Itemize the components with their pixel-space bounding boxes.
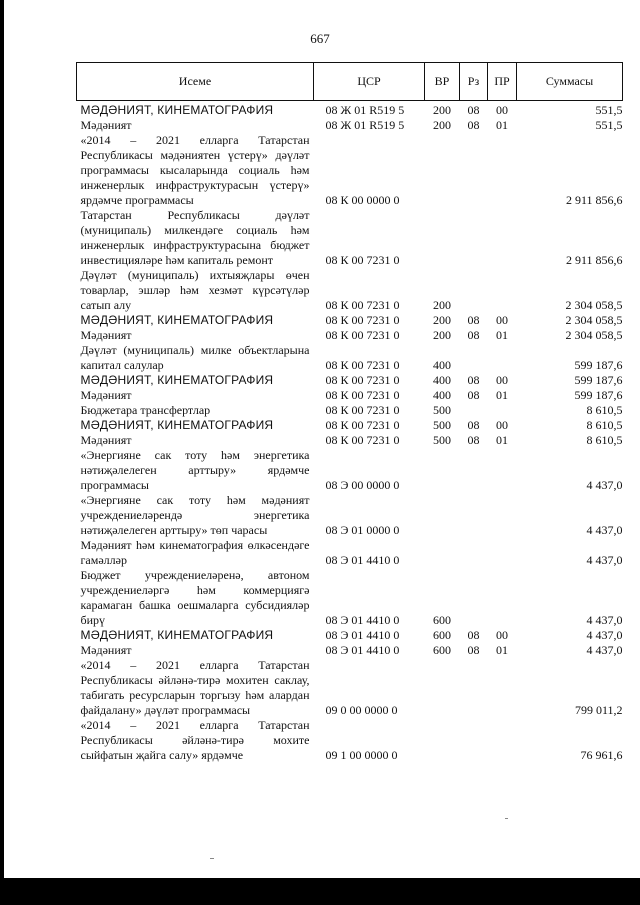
row-rz: 08	[467, 373, 480, 387]
table-row	[77, 718, 623, 763]
row-sum: 76 961,6	[580, 748, 623, 762]
row-name: Мәдәният	[80, 433, 132, 447]
row-name: Татарстан Республикасы дәүләт (муниципаль) милкендәге социаль һәм инженерлык инфраструктурасына бюджет инвестицияләре һәм капиталь ремонт	[80, 208, 310, 267]
row-csr: 08 Э 01 4410 0	[325, 613, 400, 627]
row-rz: 08	[467, 418, 480, 432]
table-row	[77, 448, 623, 493]
row-vr: 600	[433, 643, 451, 657]
row-rz: 08	[467, 313, 480, 327]
row-name: Мәдәният	[80, 328, 132, 342]
row-vr: 200	[433, 103, 451, 117]
table-row	[77, 343, 623, 373]
row-pr	[488, 268, 517, 313]
row-vr: 400	[433, 388, 451, 402]
row-csr: 08 К 00 7231 0	[325, 418, 400, 432]
table-row	[77, 373, 623, 388]
scan-bottom-edge	[0, 878, 640, 905]
table-row	[77, 313, 623, 328]
row-csr: 08 К 00 7231 0	[325, 298, 400, 312]
header-csr: ЦСР	[314, 63, 425, 101]
row-pr: 01	[496, 433, 508, 447]
row-vr: 200	[433, 298, 451, 312]
row-vr: 400	[433, 358, 451, 372]
row-name: Мәдәният	[80, 643, 132, 657]
row-sum: 2 304 058,5	[565, 298, 623, 312]
row-csr: 08 К 00 0000 0	[325, 193, 400, 207]
row-rz	[460, 718, 488, 763]
row-csr: 08 Ж 01 R519 5	[325, 118, 405, 132]
row-vr: 500	[433, 403, 451, 417]
row-name: Бюджет учреждениеләренә, автоном учреждениеләргә һәм коммерциягә карамаган башка оешмаларга субсидияләр бирү	[80, 568, 310, 627]
row-sum: 799 011,2	[574, 703, 623, 717]
table-body	[77, 101, 623, 764]
row-sum: 4 437,0	[586, 553, 623, 567]
header-rz: Рз	[460, 63, 488, 101]
row-rz	[460, 208, 488, 268]
row-vr	[425, 493, 460, 538]
row-sum: 551,5	[595, 103, 623, 117]
row-csr: 08 К 00 7231 0	[325, 313, 400, 327]
row-sum: 2 911 856,6	[565, 253, 623, 267]
row-csr: 08 К 00 7231 0	[325, 403, 400, 417]
row-pr	[488, 133, 517, 208]
row-name: «2014 – 2021 елларга Татарстан Республикасы мәдәниятен үстерү» дәүләт программасы кысаларында социаль һәм инженерлык инфраструктурасын үстерү» ярдәмче программасы	[80, 133, 310, 207]
table-row	[77, 328, 623, 343]
row-rz	[460, 538, 488, 568]
row-pr	[488, 493, 517, 538]
table-row	[77, 628, 623, 643]
row-pr: 00	[496, 373, 508, 387]
row-rz	[460, 448, 488, 493]
row-sum: 599 187,6	[574, 358, 623, 372]
row-csr: 08 К 00 7231 0	[325, 388, 400, 402]
row-pr	[488, 343, 517, 373]
row-pr: 00	[496, 418, 508, 432]
row-name: Мәдәният һәм кинематография өлкәсендәге гамәлләр	[80, 538, 310, 567]
header-sum: Суммасы	[517, 63, 623, 101]
row-sum: 599 187,6	[574, 388, 623, 402]
header-vr: ВР	[425, 63, 460, 101]
row-rz	[460, 133, 488, 208]
row-rz	[460, 493, 488, 538]
row-pr: 00	[496, 628, 508, 642]
row-pr	[488, 403, 517, 418]
row-rz: 08	[467, 103, 480, 117]
row-pr	[488, 448, 517, 493]
row-rz: 08	[467, 433, 480, 447]
row-csr: 08 К 00 7231 0	[325, 328, 400, 342]
row-pr: 01	[496, 388, 508, 402]
row-csr: 09 0 00 0000 0	[325, 703, 398, 717]
table-row	[77, 658, 623, 718]
row-csr: 08 Э 01 4410 0	[325, 553, 400, 567]
row-vr: 500	[433, 418, 451, 432]
row-vr: 500	[433, 433, 451, 447]
header-pr: ПР	[488, 63, 517, 101]
row-pr: 01	[496, 328, 508, 342]
row-vr	[425, 448, 460, 493]
row-sum: 4 437,0	[586, 478, 623, 492]
row-vr	[425, 208, 460, 268]
row-sum: 8 610,5	[586, 433, 623, 447]
table-row	[77, 118, 623, 133]
row-sum: 2 911 856,6	[565, 193, 623, 207]
row-name: «Энергияне сак тоту һәм энергетика нәтиҗәлелеген арттыру» ярдәмче программасы	[80, 448, 310, 492]
row-rz: 08	[467, 628, 480, 642]
row-name: Дәүләт (муниципаль) милке объектларына капитал салулар	[80, 343, 310, 372]
row-sum: 8 610,5	[586, 418, 623, 432]
row-vr: 200	[433, 328, 451, 342]
row-name: МӘДӘНИЯТ, КИНЕМАТОГРАФИЯ	[80, 373, 274, 387]
row-rz: 08	[467, 118, 480, 132]
row-rz: 08	[467, 388, 480, 402]
row-csr: 09 1 00 0000 0	[325, 748, 398, 762]
row-vr: 200	[433, 118, 451, 132]
row-pr: 00	[496, 313, 508, 327]
row-vr	[425, 538, 460, 568]
page-number: 667	[310, 31, 330, 46]
table-row	[77, 433, 623, 448]
row-csr: 08 К 00 7231 0	[325, 373, 400, 387]
row-vr: 600	[433, 628, 451, 642]
row-pr	[488, 208, 517, 268]
row-csr: 08 Э 01 4410 0	[325, 643, 400, 657]
row-vr	[425, 658, 460, 718]
row-pr	[488, 718, 517, 763]
row-vr: 200	[433, 313, 451, 327]
row-csr: 08 Э 01 0000 0	[325, 523, 400, 537]
row-pr: 01	[496, 643, 508, 657]
table-row	[77, 538, 623, 568]
table-row	[77, 208, 623, 268]
row-name: Мәдәният	[80, 118, 132, 132]
row-name: МӘДӘНИЯТ, КИНЕМАТОГРАФИЯ	[80, 418, 274, 432]
row-rz	[460, 268, 488, 313]
row-sum: 4 437,0	[586, 613, 623, 627]
row-csr: 08 Ж 01 R519 5	[325, 103, 405, 117]
row-csr: 08 Э 01 4410 0	[325, 628, 400, 642]
row-name: МӘДӘНИЯТ, КИНЕМАТОГРАФИЯ	[80, 628, 274, 642]
row-sum: 2 304 058,5	[565, 328, 623, 342]
table-row	[77, 493, 623, 538]
table-row	[77, 133, 623, 208]
row-pr	[488, 568, 517, 628]
row-csr: 08 К 00 7231 0	[325, 253, 400, 267]
row-pr: 00	[496, 103, 508, 117]
table-row	[77, 568, 623, 628]
row-name: МӘДӘНИЯТ, КИНЕМАТОГРАФИЯ	[80, 313, 274, 327]
row-pr: 01	[496, 118, 508, 132]
row-name: Бюджетара трансфертлар	[80, 403, 211, 417]
row-sum: 8 610,5	[586, 403, 623, 417]
row-name: «Энергияне сак тоту һәм мәдәният учреждениеләрендә энергетика нәтиҗәлелеген арттыру» төп чарасы	[80, 493, 310, 537]
scan-speck	[210, 858, 214, 859]
table-row	[77, 643, 623, 658]
row-rz	[460, 343, 488, 373]
row-pr	[488, 658, 517, 718]
table-header	[77, 63, 623, 101]
row-name: «2014 – 2021 елларга Татарстан Республикасы әйләнә-тирә мохитен саклау, табигать ресурсларын торгызу һәм алардан файдалану» дәүләт программасы	[80, 658, 310, 717]
row-csr: 08 К 00 7231 0	[325, 358, 400, 372]
table-row	[77, 101, 623, 119]
row-name: Мәдәният	[80, 388, 132, 402]
row-pr	[488, 538, 517, 568]
header-name: Исеме	[77, 63, 314, 101]
row-csr: 08 Э 00 0000 0	[325, 478, 400, 492]
row-rz: 08	[467, 328, 480, 342]
row-vr	[425, 133, 460, 208]
row-sum: 4 437,0	[586, 628, 623, 642]
row-name: Дәүләт (муниципаль) ихтыяҗлары өчен товарлар, эшләр һәм хезмәт күрсәтүләр сатып алу	[80, 268, 310, 312]
table-row	[77, 268, 623, 313]
row-sum: 2 304 058,5	[565, 313, 623, 327]
row-vr	[425, 718, 460, 763]
table-row	[77, 418, 623, 433]
table-row	[77, 388, 623, 403]
row-name: «2014 – 2021 елларга Татарстан Республикасы әйләнә-тирә мохите сыйфатын җайга салу» ярдәмче	[80, 718, 310, 762]
row-rz	[460, 658, 488, 718]
row-rz	[460, 403, 488, 418]
table-row	[77, 403, 623, 418]
row-sum: 599 187,6	[574, 373, 623, 387]
row-vr: 600	[433, 613, 451, 627]
row-rz: 08	[467, 643, 480, 657]
scan-left-edge	[0, 0, 4, 905]
row-sum: 4 437,0	[586, 643, 623, 657]
row-sum: 551,5	[595, 118, 623, 132]
row-vr: 400	[433, 373, 451, 387]
budget-table	[76, 62, 623, 763]
row-csr: 08 К 00 7231 0	[325, 433, 400, 447]
row-rz	[460, 568, 488, 628]
scan-speck	[505, 818, 508, 819]
row-name: МӘДӘНИЯТ, КИНЕМАТОГРАФИЯ	[80, 103, 274, 117]
row-sum: 4 437,0	[586, 523, 623, 537]
